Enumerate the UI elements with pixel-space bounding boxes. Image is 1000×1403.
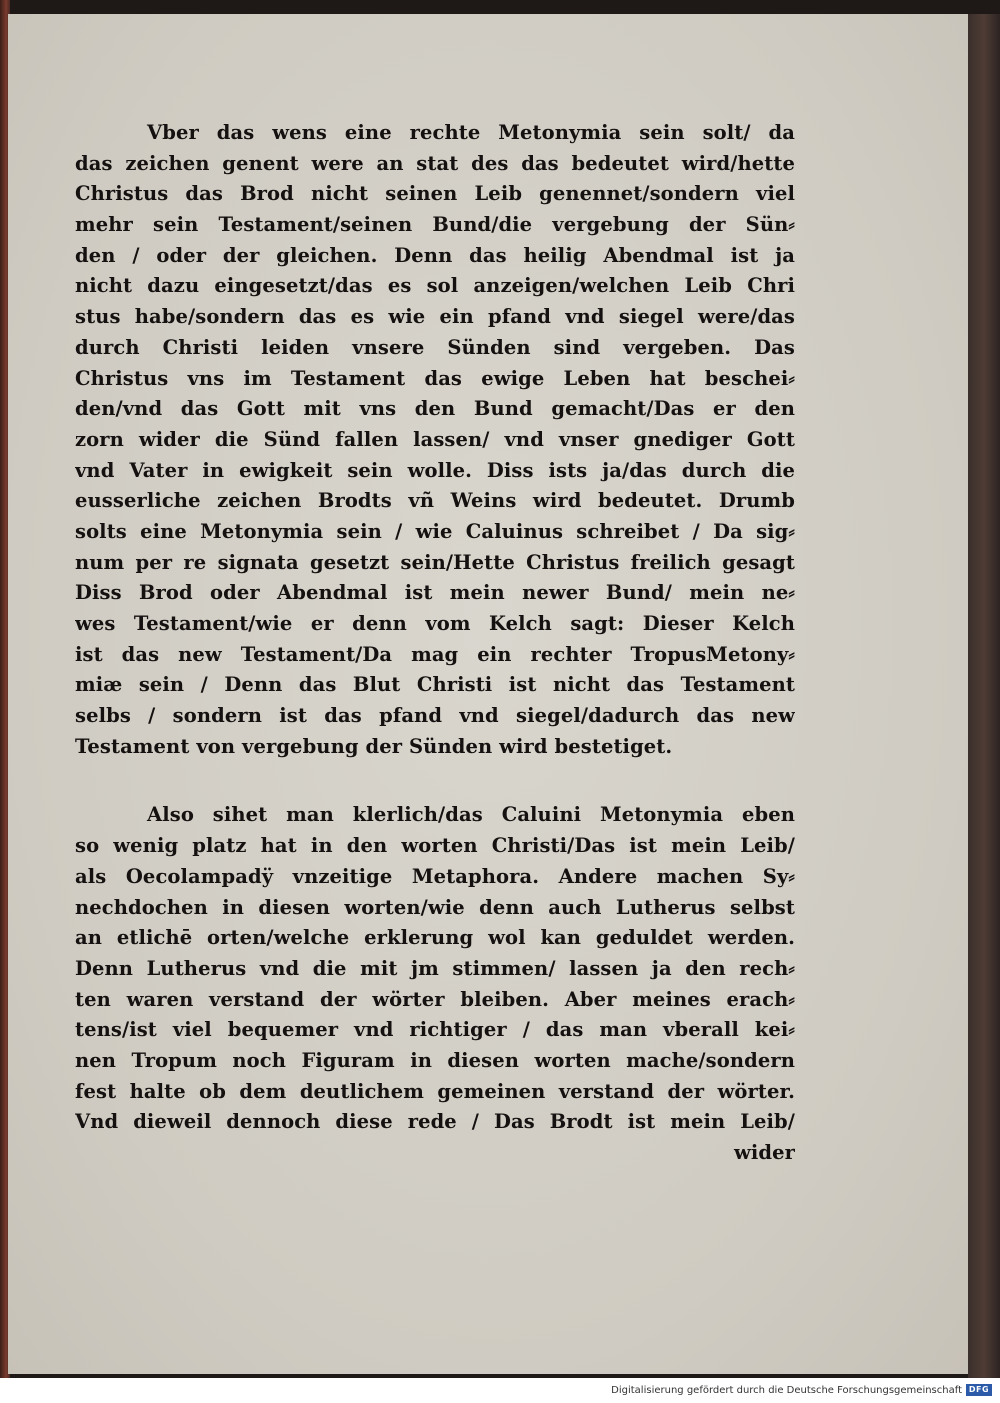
text-line: ist das new Testament/Da mag ein rechter TropusMetony⸗ [75, 642, 795, 666]
text-line: den/vnd das Gott mit vns den Bund gemacht/Das er den [75, 397, 795, 421]
catchword: wider [733, 1141, 795, 1164]
text-line: fest halte ob dem deutlichem gemeinen verstand der wörter. [75, 1079, 795, 1103]
text-line: Denn Lutherus vnd die mit jm stimmen/ lassen ja den rech⸗ [75, 956, 795, 980]
text-line: Vnd dieweil dennoch diese rede / Das Brodt ist mein Leib/ [75, 1110, 795, 1134]
text-line: nicht dazu eingesetzt/das es sol anzeigen/welchen Leib Chri [75, 274, 795, 298]
text-line: durch Christi leiden vnsere Sünden sind vergeben. Das [75, 335, 795, 359]
text-line: selbs / sondern ist das pfand vnd siegel/dadurch das new [75, 704, 795, 728]
text-line: mehr sein Testament/seinen Bund/die vergebung der Sün⸗ [75, 213, 795, 237]
text-line: Diss Brod oder Abendmal ist mein newer Bund/ mein ne⸗ [75, 581, 795, 605]
text-line: so wenig platz hat in den worten Christi/Das ist mein Leib/ [75, 834, 795, 858]
text-line: vnd Vater in ewigkeit sein wolle. Diss ists ja/das durch die [75, 458, 795, 482]
paragraph-gap [75, 762, 795, 800]
paragraph-1 [75, 118, 795, 762]
text-line: zorn wider die Sünd fallen lassen/ vnd vnser gnediger Gott [75, 427, 795, 451]
text-line: an etlichē orten/welche erklerung wol kan geduldet werden. [75, 926, 795, 950]
dfg-logo-icon: DFG [966, 1384, 992, 1396]
text-line: wes Testament/wie er denn vom Kelch sagt: Dieser Kelch [75, 612, 795, 635]
text-line: miæ sein / Denn das Blut Christi ist nicht das Testament [75, 673, 795, 697]
text-line: solts eine Metonymia sein / wie Caluinus schreibet / Da sig⸗ [75, 519, 795, 543]
funding-credit: Digitalisierung gefördert durch die Deutsche Forschungsgemeinschaft [611, 1385, 962, 1396]
text-line: ten waren verstand der wörter bleiben. Aber meines erach⸗ [75, 987, 795, 1011]
text-line: stus habe/sondern das es wie ein pfand vnd siegel were/das [75, 305, 795, 329]
text-line: num per re signata gesetzt sein/Hette Christus freilich gesagt [75, 550, 795, 574]
text-line: nechdochen in diesen worten/wie denn auch Lutherus selbst [75, 895, 795, 919]
text-line: Christus das Brod nicht seinen Leib genennet/sondern viel [75, 182, 795, 206]
paragraph-2 [75, 800, 795, 1168]
text-line: nen Tropum noch Figuram in diesen worten mache/sondern [75, 1048, 795, 1072]
text-line: Testament von vergebung der Sünden wird bestetiget. [75, 734, 673, 758]
text-line: den / oder der gleichen. Denn das heilig Abendmal ist ja [75, 243, 795, 267]
text-line: Christus vns im Testament das ewige Leben hat beschei⸗ [75, 366, 795, 390]
footer-bar [0, 1378, 1000, 1403]
text-line: Also sihet man klerlich/das Caluini Metonymia eben [147, 803, 795, 827]
page-edge-shadow [968, 14, 1000, 1378]
text-line: eusserliche zeichen Brodts vñ Weins wird bedeutet. Drumb [75, 489, 795, 513]
text-line: als Oecolampadÿ vnzeitige Metaphora. Andere machen Sy⸗ [75, 864, 795, 888]
page-text-block [75, 118, 795, 1169]
text-line: Vber das wens eine rechte Metonymia sein solt/ da [147, 121, 795, 144]
text-line: das zeichen genent were an stat des das bedeutet wird/hette [75, 151, 795, 175]
text-line: tens/ist viel bequemer vnd richtiger / das man vberall kei⸗ [75, 1018, 795, 1042]
